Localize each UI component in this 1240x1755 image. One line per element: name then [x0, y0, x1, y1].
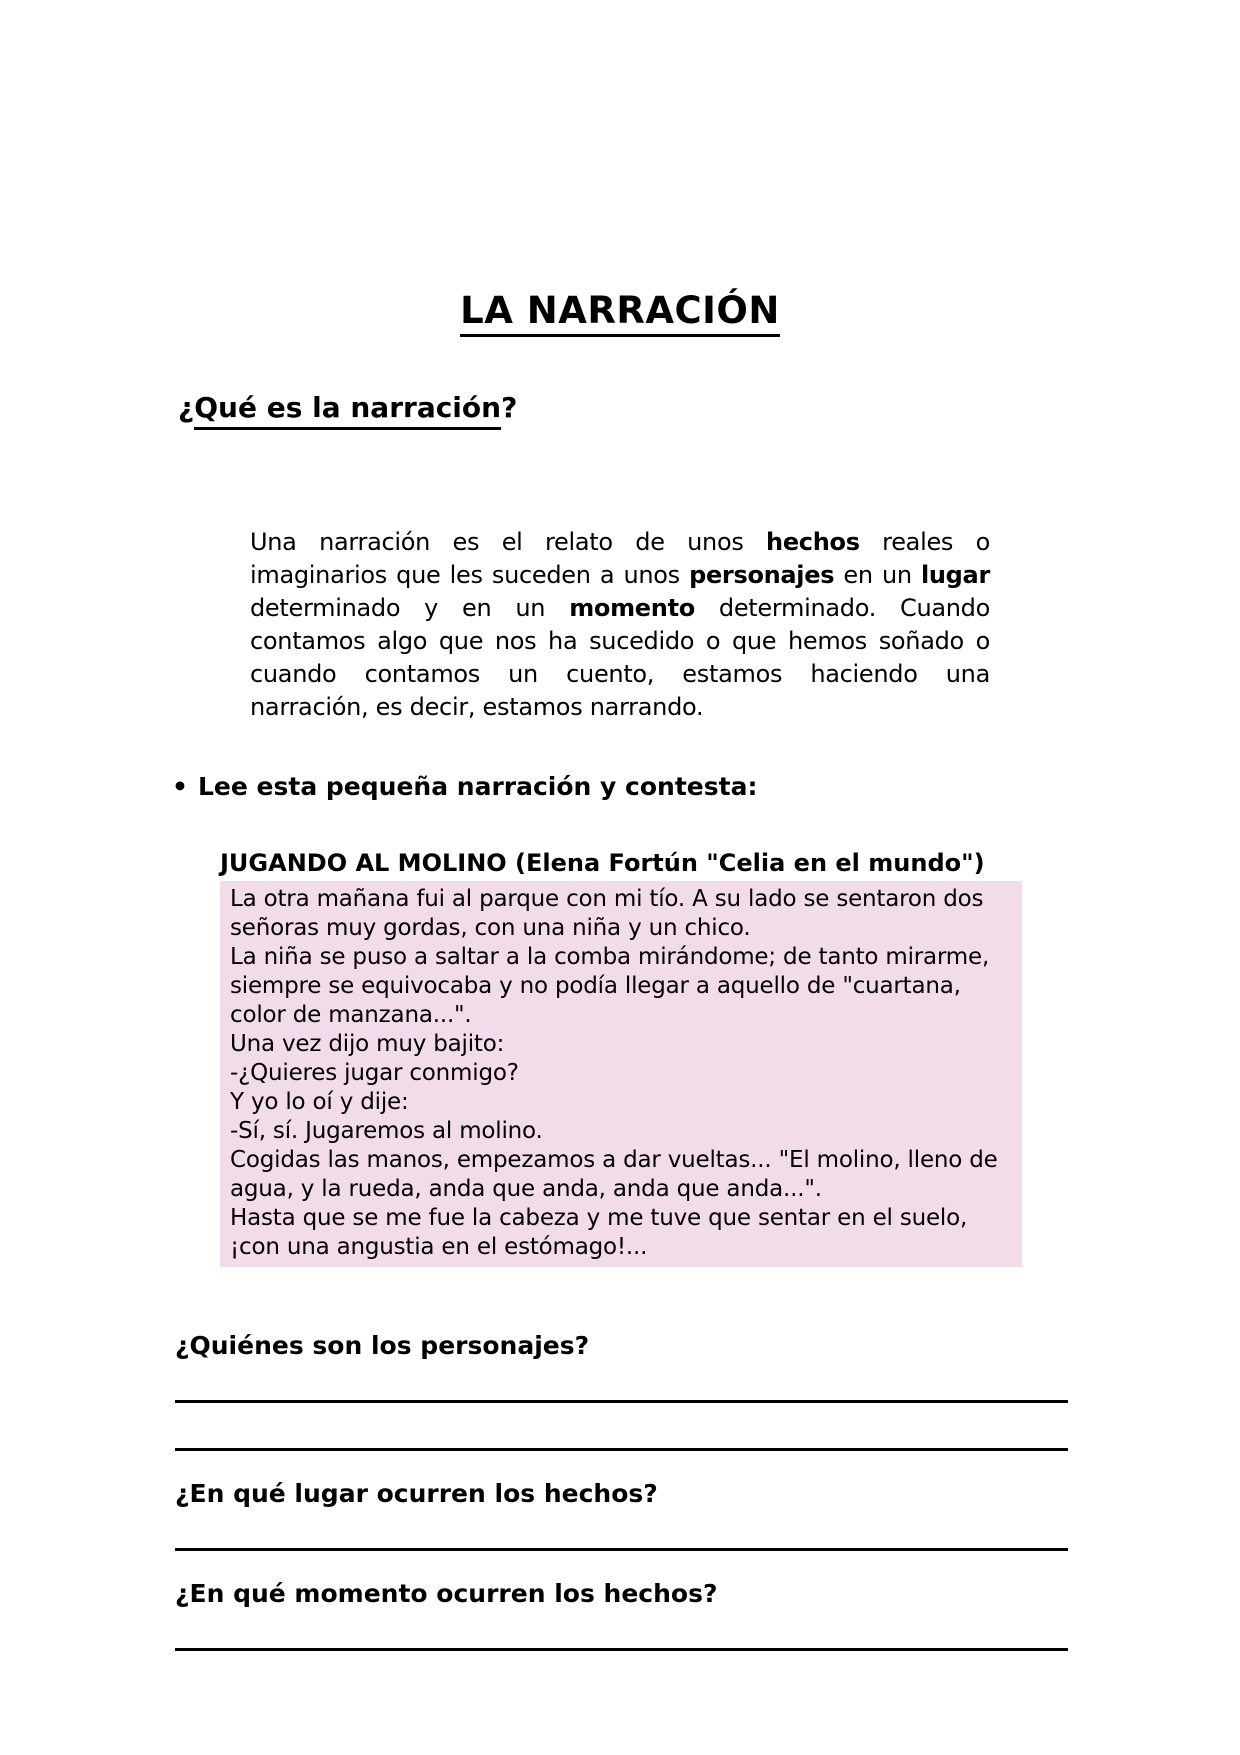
page-title-text: LA NARRACIÓN: [460, 289, 780, 337]
instruction-text: Lee esta pequeña narración y contesta:: [198, 772, 758, 801]
section-heading-suffix: ?: [501, 391, 518, 424]
story-line: La otra mañana fui al parque con mi tío. A su lado se sentaron dos señoras muy gordas, con una niña y un chico.: [230, 886, 984, 941]
intro-keyword: lugar: [920, 561, 990, 589]
question-label: ¿En qué lugar ocurren los hechos?: [175, 1479, 658, 1508]
questions-section: [175, 1329, 1068, 1651]
intro-text: determinado. Cuando contamos algo que nos ha sucedido o que hemos soñado o cuando contamos un cuento, estamos haciendo una narración, es decir, estamos narrando.: [250, 594, 990, 721]
intro-text: Una narración es el relato de unos: [250, 528, 767, 556]
story-line: Hasta que se me fue la cabeza y me tuve que sentar en el suelo, ¡con una angustia en el estómago!...: [230, 1205, 968, 1260]
answer-line: [175, 1400, 1068, 1403]
story-line: -¿Quieres jugar conmigo?: [230, 1060, 519, 1086]
question-label: ¿Quiénes son los personajes?: [175, 1331, 590, 1360]
section-heading-prefix: ¿: [178, 391, 195, 424]
answer-line: [175, 1548, 1068, 1551]
instruction-row: [172, 770, 1240, 803]
story-line: La niña se puso a saltar a la comba mirándome; de tanto mirarme, siempre se equivocaba y no podía llegar a aquello de "cuartana, color de manzana...".: [230, 944, 990, 1028]
story-line: -Sí, sí. Jugaremos al molino.: [230, 1118, 543, 1144]
answer-line: [175, 1448, 1068, 1451]
story-title: JUGANDO AL MOLINO (Elena Fortún "Celia en el mundo"): [220, 849, 985, 877]
intro-keyword: hechos: [766, 528, 860, 556]
story-block: [220, 847, 1022, 1267]
story-line: Una vez dijo muy bajito:: [230, 1031, 505, 1057]
page-title: [0, 290, 1240, 332]
section-heading-underlined: Qué es la narración: [194, 391, 501, 430]
answer-line: [175, 1648, 1068, 1651]
bullet-icon: •: [172, 772, 188, 801]
intro-keyword: personajes: [689, 561, 835, 589]
story-text: [220, 881, 1022, 1267]
intro-text: en un: [834, 561, 921, 589]
intro-text: reales o imaginarios que les suceden a unos: [250, 528, 990, 589]
intro-text: determinado y en un: [250, 594, 570, 622]
section-heading: [178, 390, 1240, 426]
intro-keyword: momento: [569, 594, 695, 622]
intro-paragraph: [250, 526, 990, 724]
story-line: Cogidas las manos, empezamos a dar vueltas... "El molino, lleno de agua, y la rueda, anda que anda, anda que anda...".: [230, 1147, 998, 1202]
story-line: Y yo lo oí y dije:: [230, 1089, 409, 1115]
question-label: ¿En qué momento ocurren los hechos?: [175, 1579, 718, 1608]
